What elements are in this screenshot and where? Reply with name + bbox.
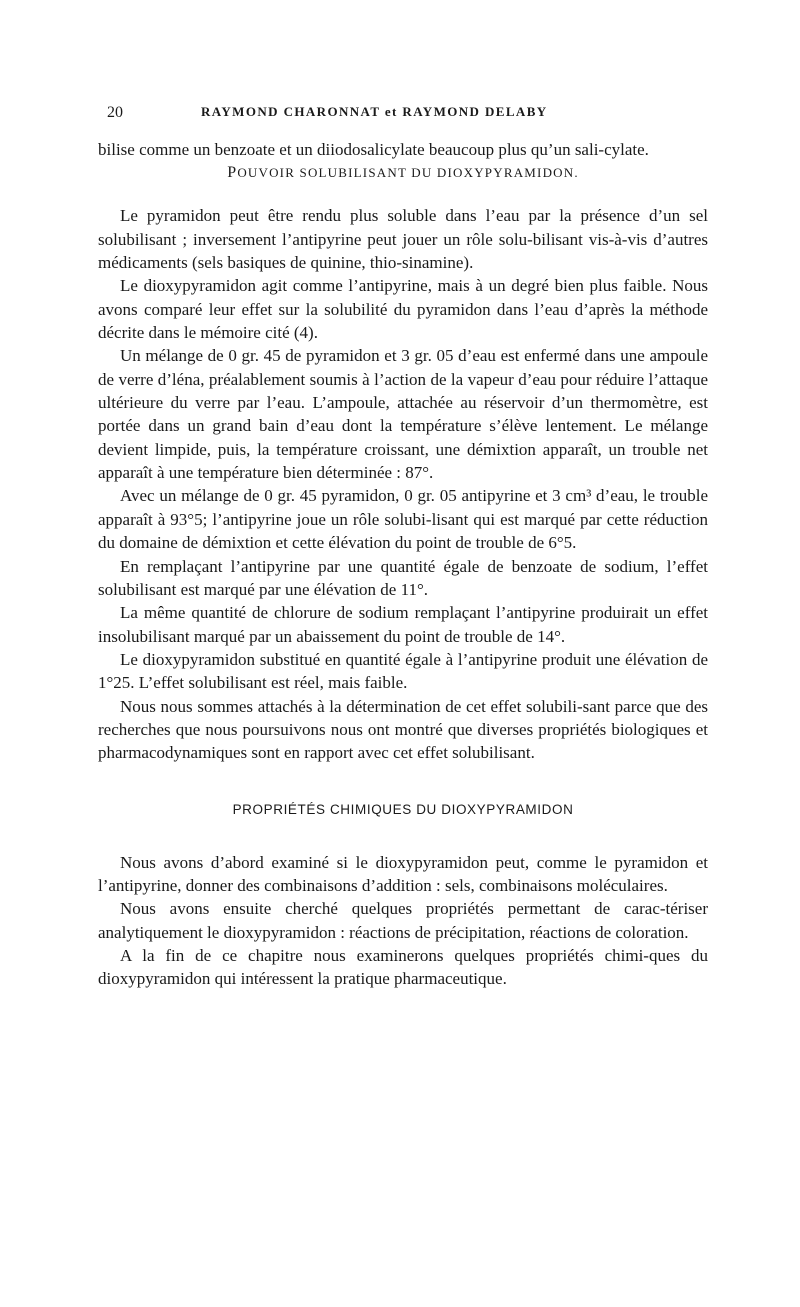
paragraph: Avec un mélange de 0 gr. 45 pyramidon, 0 gr. 05 antipyrine et 3 cm³ d’eau, le trouble apparaît à 93°5; l’antipyrine joue un rôle solubi-lisant qui est marqué par cette réduction du domaine de démixtion et cette élévation du point de trouble de 6°5. — [98, 486, 708, 553]
paragraph: Le pyramidon peut être rendu plus soluble dans l’eau par la présence d’un sel solubilisant ; inversement l’antipyrine peut jouer un rôle solu-bilisant vis-à-vis d’autres médicaments (sels basiques de quinine, thio-sinamine). — [98, 206, 708, 273]
paragraph: Le dioxypyramidon substitué en quantité égale à l’antipyrine produit une élévation de 1°25. L’effet solubilisant est réel, mais faible. — [98, 649, 708, 693]
section-heading-rest: OUVOIR SOLUBILISANT DU DIOXYPYRAMIDON. — [237, 165, 579, 181]
paragraph: Le dioxypyramidon agit comme l’antipyrine, mais à un degré bien plus faible. Nous avons comparé leur effet sur la solubilité du pyramidon dans l’eau d’après la méthode décrite dans le mémoire cité (4). — [98, 276, 708, 343]
paragraph: Nous nous sommes attachés à la détermination de cet effet solubili-sant parce que des recherches que nous poursuivons nous ont montré que diverses propriétés biologiques et pharmacodynamiques sont en rapport avec cet effet solubilisant. — [98, 696, 708, 763]
paragraph-continued: bilise comme un benzoate et un diiodosalicylate beaucoup plus qu’un sali-cylate. — [98, 140, 649, 159]
paragraph: Nous avons ensuite cherché quelques propriétés permettant de carac-tériser analytiquement le dioxypyramidon : réactions de précipitation, réactions de coloration. — [98, 899, 708, 942]
paragraph: En remplaçant l’antipyrine par une quantité égale de benzoate de sodium, l’effet solubilisant est marqué par une élévation de 11°. — [98, 556, 708, 599]
section-heading-proprietes: PROPRIÉTÉS CHIMIQUES DU DIOXYPYRAMIDON — [232, 801, 574, 817]
page-number: 20 — [107, 104, 123, 121]
page-header — [107, 104, 707, 124]
running-head: RAYMOND CHARONNAT et RAYMOND DELABY — [201, 104, 548, 119]
paragraph: La même quantité de chlorure de sodium remplaçant l’antipyrine produirait un effet insolubilisant marqué par un abaissement du point de trouble de 14°. — [98, 603, 708, 646]
paragraph: Nous avons d’abord examiné si le dioxypyramidon peut, comme le pyramidon et l’antipyrine, donner des combinaisons d’addition : sels, combinaisons moléculaires. — [98, 852, 708, 895]
section-heading-solubilisant — [98, 161, 708, 184]
paragraph: Un mélange de 0 gr. 45 de pyramidon et 3 gr. 05 d’eau est enfermé dans une ampoule de verre d’léna, préalablement soumis à l’action de la vapeur d’eau pour réduire l’attaque ultérieure du verre par l’eau. L’ampoule, attachée au réservoir d’un thermomètre, est portée dans un grand bain d’eau dont la température s’élève lentement. Le mélange devient limpide, puis, la température croissant, une démixtion apparaît, un trouble net apparaît à une température bien déterminée : 87°. — [98, 346, 708, 483]
section-heading-initial: P — [227, 164, 238, 182]
body-text — [98, 138, 708, 991]
paragraph: A la fin de ce chapitre nous examinerons quelques propriétés chimi-ques du dioxypyramidon qui intéressent la pratique pharmaceutique. — [98, 945, 708, 989]
